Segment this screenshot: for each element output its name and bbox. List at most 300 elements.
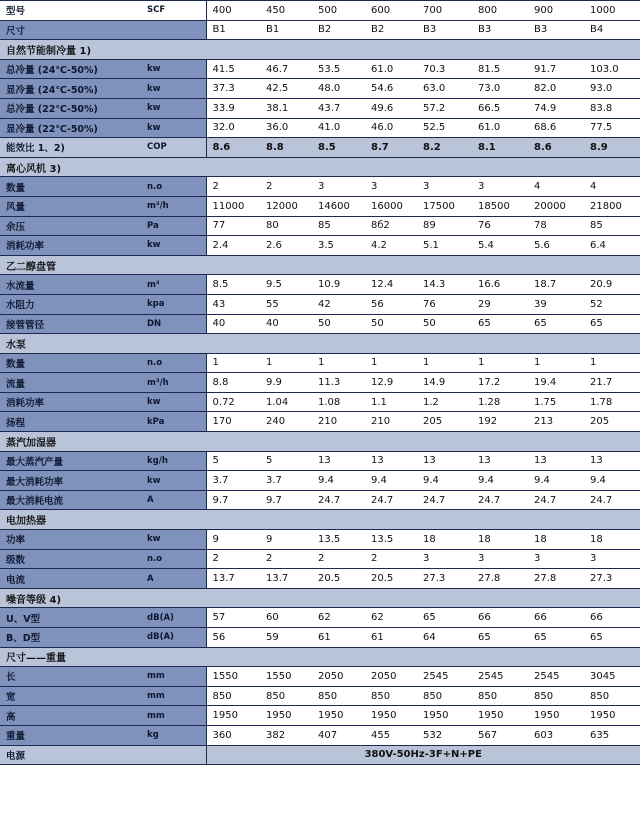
row-unit: mm (141, 706, 206, 726)
value-cell: 24.7 (584, 490, 640, 510)
table-row (0, 314, 640, 334)
value-cell: 400 (206, 1, 260, 21)
value-cell: 24.7 (365, 490, 417, 510)
value-cell: 3 (528, 549, 584, 569)
table-row (0, 275, 640, 295)
section-header (0, 334, 640, 354)
value-cell: 1.75 (528, 392, 584, 412)
value-cell: 8.8 (260, 138, 312, 158)
table-row (0, 373, 640, 393)
value-cell: 14.9 (417, 373, 472, 393)
value-cell: 46.7 (260, 59, 312, 79)
value-cell: 41.5 (206, 59, 260, 79)
row-label: 接管管径 (0, 314, 141, 334)
value-cell: B1 (260, 20, 312, 40)
value-cell: 9.4 (312, 471, 365, 491)
value-cell: 24.7 (417, 490, 472, 510)
value-cell: 83.8 (584, 98, 640, 118)
value-cell: 1950 (528, 706, 584, 726)
row-label: 最大蒸汽产量 (0, 451, 141, 471)
row-label: 显冷量 (24℃-50%) (0, 79, 141, 99)
value-cell: 1 (472, 353, 528, 373)
row-label: 级数 (0, 549, 141, 569)
table-row (0, 118, 640, 138)
value-cell: 42 (312, 294, 365, 314)
value-cell: 48.0 (312, 79, 365, 99)
value-cell: 8.6 (206, 138, 260, 158)
value-cell: 2.4 (206, 236, 260, 256)
value-cell: 20.9 (584, 275, 640, 295)
value-cell: 76 (472, 216, 528, 236)
value-cell: 2 (206, 549, 260, 569)
value-cell: 850 (365, 686, 417, 706)
row-label: 扬程 (0, 412, 141, 432)
value-cell: 850 (584, 686, 640, 706)
value-cell: 700 (417, 1, 472, 21)
section-header (0, 432, 640, 452)
value-cell: 3 (472, 177, 528, 197)
value-cell: 9.9 (260, 373, 312, 393)
table-row (0, 628, 640, 648)
value-cell: B2 (312, 20, 365, 40)
value-cell: 213 (528, 412, 584, 432)
section-title: 乙二醇盘管 (0, 255, 640, 275)
value-cell: 57 (206, 608, 260, 628)
value-cell: 1950 (584, 706, 640, 726)
value-cell: 76 (417, 294, 472, 314)
value-cell: 13 (472, 451, 528, 471)
value-cell: 3.7 (206, 471, 260, 491)
value-cell: 205 (584, 412, 640, 432)
row-unit: n.o (141, 353, 206, 373)
value-cell: 65 (528, 628, 584, 648)
value-cell: 8.8 (206, 373, 260, 393)
row-unit: m³ (141, 275, 206, 295)
value-cell: 1550 (260, 667, 312, 687)
value-cell: 19.4 (528, 373, 584, 393)
value-cell: 16.6 (472, 275, 528, 295)
value-cell: 46.0 (365, 118, 417, 138)
value-cell: 1 (312, 353, 365, 373)
row-unit: kw (141, 392, 206, 412)
section-title: 离心风机 3) (0, 157, 640, 177)
table-row (0, 216, 640, 236)
value-cell: 12000 (260, 196, 312, 216)
value-cell: 13.5 (312, 530, 365, 550)
value-cell: 93.0 (584, 79, 640, 99)
value-cell: 18 (417, 530, 472, 550)
model-row (0, 1, 640, 21)
value-cell: 36.0 (260, 118, 312, 138)
table-row (0, 490, 640, 510)
value-cell: 8.1 (472, 138, 528, 158)
value-cell: 1550 (206, 667, 260, 687)
value-cell: 39 (528, 294, 584, 314)
row-label: 数量 (0, 353, 141, 373)
value-cell: 240 (260, 412, 312, 432)
value-cell: 9.4 (584, 471, 640, 491)
value-cell: 16000 (365, 196, 417, 216)
value-cell: 66 (584, 608, 640, 628)
power-label: 电源 (0, 745, 141, 765)
value-cell: 65 (472, 628, 528, 648)
value-cell: 8.5 (312, 138, 365, 158)
value-cell: 18500 (472, 196, 528, 216)
value-cell: 3 (472, 549, 528, 569)
value-cell: 54.6 (365, 79, 417, 99)
value-cell: 1 (584, 353, 640, 373)
value-cell: 360 (206, 725, 260, 745)
value-cell: 1.08 (312, 392, 365, 412)
value-cell: 91.7 (528, 59, 584, 79)
value-cell: 455 (365, 725, 417, 745)
value-cell: 60 (260, 608, 312, 628)
value-cell: 1950 (472, 706, 528, 726)
value-cell: 1 (417, 353, 472, 373)
value-cell: 5.6 (528, 236, 584, 256)
value-cell: 2 (206, 177, 260, 197)
table-row (0, 667, 640, 687)
row-label: 能效比 1、2) (0, 138, 141, 158)
value-cell: 13 (528, 451, 584, 471)
value-cell: 77.5 (584, 118, 640, 138)
table-row (0, 549, 640, 569)
power-value: 380V-50Hz-3F+N+PE (206, 745, 640, 765)
value-cell: 13.5 (365, 530, 417, 550)
value-cell: 9.5 (260, 275, 312, 295)
value-cell: 27.8 (528, 569, 584, 589)
value-cell: 2 (365, 549, 417, 569)
value-cell: B1 (206, 20, 260, 40)
value-cell: 33.9 (206, 98, 260, 118)
table-row (0, 236, 640, 256)
value-cell: 8б2 (365, 216, 417, 236)
power-row (0, 745, 640, 765)
value-cell: 37.3 (206, 79, 260, 99)
value-cell: 38.1 (260, 98, 312, 118)
value-cell: 52.5 (417, 118, 472, 138)
value-cell: 205 (417, 412, 472, 432)
section-title: 电加热器 (0, 510, 640, 530)
row-unit: kg (141, 725, 206, 745)
value-cell: 3 (365, 177, 417, 197)
value-cell: 2545 (528, 667, 584, 687)
value-cell: 2 (260, 177, 312, 197)
value-cell: 56 (365, 294, 417, 314)
row-unit: dB(A) (141, 628, 206, 648)
value-cell: 63.0 (417, 79, 472, 99)
value-cell: 9.4 (417, 471, 472, 491)
value-cell: 80 (260, 216, 312, 236)
value-cell: 61.0 (365, 59, 417, 79)
value-cell: 5 (206, 451, 260, 471)
value-cell: 9.4 (528, 471, 584, 491)
value-cell: 9 (260, 530, 312, 550)
table-row (0, 353, 640, 373)
value-cell: 2.6 (260, 236, 312, 256)
value-cell: 450 (260, 1, 312, 21)
value-cell: 1950 (417, 706, 472, 726)
row-label: 水流量 (0, 275, 141, 295)
value-cell: 9.7 (206, 490, 260, 510)
value-cell: 62 (312, 608, 365, 628)
table-row (0, 608, 640, 628)
value-cell: B3 (417, 20, 472, 40)
value-cell: 8.6 (528, 138, 584, 158)
value-cell: 27.8 (472, 569, 528, 589)
value-cell: 532 (417, 725, 472, 745)
value-cell: 8.7 (365, 138, 417, 158)
section-title: 水泵 (0, 334, 640, 354)
row-label: 高 (0, 706, 141, 726)
table-row (0, 569, 640, 589)
section-title: 噪音等级 4) (0, 588, 640, 608)
value-cell: 13.7 (260, 569, 312, 589)
value-cell: 9 (206, 530, 260, 550)
value-cell: 65 (472, 314, 528, 334)
table-row (0, 530, 640, 550)
value-cell: 29 (472, 294, 528, 314)
value-cell: 40 (260, 314, 312, 334)
table-row (0, 98, 640, 118)
value-cell: 61 (365, 628, 417, 648)
row-unit: kg/h (141, 451, 206, 471)
row-label: 流量 (0, 373, 141, 393)
value-cell: 21.7 (584, 373, 640, 393)
value-cell: 850 (260, 686, 312, 706)
value-cell: 42.5 (260, 79, 312, 99)
value-cell: 900 (528, 1, 584, 21)
value-cell: B3 (472, 20, 528, 40)
value-cell: 20.5 (312, 569, 365, 589)
value-cell: 2545 (472, 667, 528, 687)
row-label: 消耗功率 (0, 236, 141, 256)
value-cell: 407 (312, 725, 365, 745)
row-label: B、D型 (0, 628, 141, 648)
value-cell: 600 (365, 1, 417, 21)
value-cell: 3 (312, 177, 365, 197)
value-cell: B4 (584, 20, 640, 40)
row-label: 功率 (0, 530, 141, 550)
value-cell: 65 (528, 314, 584, 334)
value-cell: 1.2 (417, 392, 472, 412)
value-cell: 850 (312, 686, 365, 706)
value-cell: 2545 (417, 667, 472, 687)
value-cell: 50 (312, 314, 365, 334)
value-cell: 13 (584, 451, 640, 471)
value-cell: 1950 (312, 706, 365, 726)
section-title: 蒸汽加湿器 (0, 432, 640, 452)
row-unit: kw (141, 471, 206, 491)
table-row (0, 706, 640, 726)
value-cell: 65 (584, 314, 640, 334)
value-cell: 850 (472, 686, 528, 706)
value-cell: 8.2 (417, 138, 472, 158)
value-cell: 1.04 (260, 392, 312, 412)
table-row (0, 294, 640, 314)
value-cell: 27.3 (417, 569, 472, 589)
value-cell: 8.5 (206, 275, 260, 295)
table-row (0, 59, 640, 79)
value-cell: 14600 (312, 196, 365, 216)
value-cell: 1000 (584, 1, 640, 21)
row-label: 最大消耗功率 (0, 471, 141, 491)
value-cell: 4.2 (365, 236, 417, 256)
row-label: 余压 (0, 216, 141, 236)
row-unit: SCF (141, 1, 206, 21)
row-unit: n.o (141, 549, 206, 569)
value-cell: 74.9 (528, 98, 584, 118)
value-cell: 70.3 (417, 59, 472, 79)
section-header (0, 40, 640, 60)
value-cell: 3 (417, 549, 472, 569)
row-unit: dB(A) (141, 608, 206, 628)
value-cell: 27.3 (584, 569, 640, 589)
row-unit: kw (141, 236, 206, 256)
value-cell: 603 (528, 725, 584, 745)
row-unit: kw (141, 530, 206, 550)
value-cell: 13 (417, 451, 472, 471)
row-unit: Pa (141, 216, 206, 236)
row-unit: n.o (141, 177, 206, 197)
value-cell: 10.9 (312, 275, 365, 295)
value-cell: 81.5 (472, 59, 528, 79)
value-cell: 1950 (206, 706, 260, 726)
value-cell: 50 (417, 314, 472, 334)
row-label: 数量 (0, 177, 141, 197)
value-cell: 77 (206, 216, 260, 236)
table-row (0, 686, 640, 706)
row-label: 长 (0, 667, 141, 687)
value-cell: 2050 (312, 667, 365, 687)
row-unit: kw (141, 98, 206, 118)
row-unit: COP (141, 138, 206, 158)
row-label: 型号 (0, 1, 141, 21)
value-cell: 4 (528, 177, 584, 197)
table-row (0, 412, 640, 432)
value-cell: 61.0 (472, 118, 528, 138)
section-header (0, 588, 640, 608)
row-unit (141, 20, 206, 40)
value-cell: 8.9 (584, 138, 640, 158)
table-row (0, 451, 640, 471)
value-cell: 1 (260, 353, 312, 373)
value-cell: 9.4 (365, 471, 417, 491)
value-cell: B3 (528, 20, 584, 40)
value-cell: 65 (417, 608, 472, 628)
row-label: 宽 (0, 686, 141, 706)
value-cell: 13 (365, 451, 417, 471)
value-cell: 52 (584, 294, 640, 314)
spec-body (0, 1, 640, 765)
value-cell: 62 (365, 608, 417, 628)
section-header (0, 510, 640, 530)
row-label: 重量 (0, 725, 141, 745)
row-unit: kw (141, 118, 206, 138)
value-cell: 2 (312, 549, 365, 569)
value-cell: B2 (365, 20, 417, 40)
value-cell: 18 (472, 530, 528, 550)
value-cell: 3045 (584, 667, 640, 687)
row-unit: DN (141, 314, 206, 334)
value-cell: 50 (365, 314, 417, 334)
row-unit: A (141, 490, 206, 510)
section-title: 尺寸——重量 (0, 647, 640, 667)
value-cell: 800 (472, 1, 528, 21)
value-cell: 24.7 (528, 490, 584, 510)
value-cell: 1 (206, 353, 260, 373)
value-cell: 56 (206, 628, 260, 648)
section-title: 自然节能制冷量 1) (0, 40, 640, 60)
row-label: 水阻力 (0, 294, 141, 314)
row-label: 尺寸 (0, 20, 141, 40)
value-cell: 11000 (206, 196, 260, 216)
value-cell: 18.7 (528, 275, 584, 295)
value-cell: 18 (584, 530, 640, 550)
value-cell: 5.1 (417, 236, 472, 256)
value-cell: 20000 (528, 196, 584, 216)
value-cell: 21800 (584, 196, 640, 216)
value-cell: 85 (312, 216, 365, 236)
value-cell: 78 (528, 216, 584, 236)
value-cell: 65 (584, 628, 640, 648)
row-unit: A (141, 569, 206, 589)
value-cell: 12.4 (365, 275, 417, 295)
value-cell: 20.5 (365, 569, 417, 589)
value-cell: 4 (584, 177, 640, 197)
table-row (0, 196, 640, 216)
table-row (0, 79, 640, 99)
section-header (0, 157, 640, 177)
value-cell: 85 (584, 216, 640, 236)
table-row (0, 177, 640, 197)
row-label: 风量 (0, 196, 141, 216)
value-cell: 567 (472, 725, 528, 745)
value-cell: 1.78 (584, 392, 640, 412)
row-unit: mm (141, 686, 206, 706)
value-cell: 13 (312, 451, 365, 471)
value-cell: 1 (528, 353, 584, 373)
value-cell: 17.2 (472, 373, 528, 393)
table-row (0, 725, 640, 745)
row-label: 最大消耗电流 (0, 490, 141, 510)
value-cell: 40 (206, 314, 260, 334)
value-cell: 9.4 (472, 471, 528, 491)
table-row (0, 138, 640, 158)
row-unit: mm (141, 667, 206, 687)
value-cell: 18 (528, 530, 584, 550)
value-cell: 210 (312, 412, 365, 432)
value-cell: 66 (528, 608, 584, 628)
value-cell: 850 (417, 686, 472, 706)
value-cell: 850 (206, 686, 260, 706)
section-header (0, 255, 640, 275)
value-cell: 53.5 (312, 59, 365, 79)
value-cell: 32.0 (206, 118, 260, 138)
row-unit: kw (141, 59, 206, 79)
section-header (0, 647, 640, 667)
value-cell: 59 (260, 628, 312, 648)
value-cell: 1950 (365, 706, 417, 726)
row-unit: m³/h (141, 373, 206, 393)
row-label: 显冷量 (22℃-50%) (0, 118, 141, 138)
value-cell: 82.0 (528, 79, 584, 99)
value-cell: 5.4 (472, 236, 528, 256)
size-row (0, 20, 640, 40)
value-cell: 850 (528, 686, 584, 706)
row-label: 总冷量 (22℃-50%) (0, 98, 141, 118)
value-cell: 57.2 (417, 98, 472, 118)
